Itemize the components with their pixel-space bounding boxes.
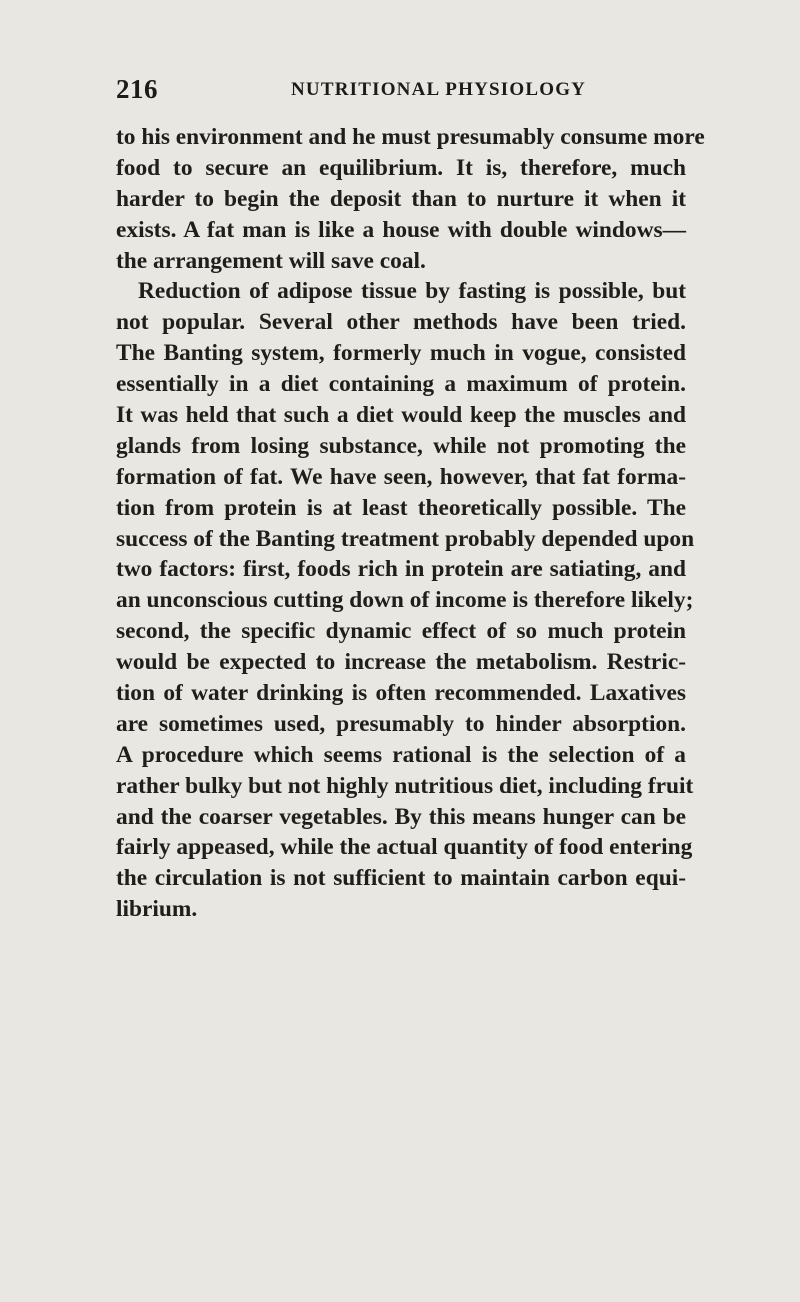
text-line: to his environment and he must presumably consume more [116,124,705,150]
page-number: 216 [116,74,158,104]
text-line: rather bulky but not highly nutritious diet, including fruit [116,772,694,799]
text-line: formation of fat. We have seen, however, that fat forma- [116,463,686,490]
text-line: tion from protein is at least theoretically possible. The [116,494,686,521]
body-text [116,122,705,925]
text-line: essentially in a diet containing a maximum of protein. [116,371,686,398]
text-line: second, the specific dynamic effect of so much protein [116,618,686,645]
text-line: librium. [116,896,198,923]
text-line: exists. A fat man is like a house with double windows— [116,216,686,243]
text-line: the arrangement will save coal. [116,247,426,274]
text-line: tion of water drinking is often recommended. Laxatives [116,680,686,707]
text-line: Reduction of adipose tissue by fasting is possible, but [138,278,686,305]
text-line: It was held that such a diet would keep the muscles and [116,402,686,429]
text-line: an unconscious cutting down of income is therefore likely; [116,587,694,614]
text-line: the circulation is not sufficient to maintain carbon equi- [116,865,686,892]
text-line: and the coarser vegetables. By this means hunger can be [116,803,686,830]
text-line: success of the Banting treatment probably depended upon [116,525,695,552]
text-line: A procedure which seems rational is the selection of a [116,741,686,768]
text-line: food to secure an equilibrium. It is, therefore, much [116,154,686,181]
text-line: not popular. Several other methods have been tried. [116,309,686,336]
text-line: are sometimes used, presumably to hinder absorption. [116,710,686,737]
text-line: two factors: first, foods rich in protein are satiating, and [116,556,686,583]
running-head [116,74,696,106]
text-line: harder to begin the deposit than to nurture it when it [116,185,686,212]
running-title: NUTRITIONAL PHYSIOLOGY [291,79,587,100]
text-line: fairly appeased, while the actual quantity of food entering [116,834,693,861]
text-line: glands from losing substance, while not promoting the [116,432,686,459]
text-line: The Banting system, formerly much in vogue, consisted [116,340,686,367]
text-line: would be expected to increase the metabolism. Restric- [116,649,686,676]
